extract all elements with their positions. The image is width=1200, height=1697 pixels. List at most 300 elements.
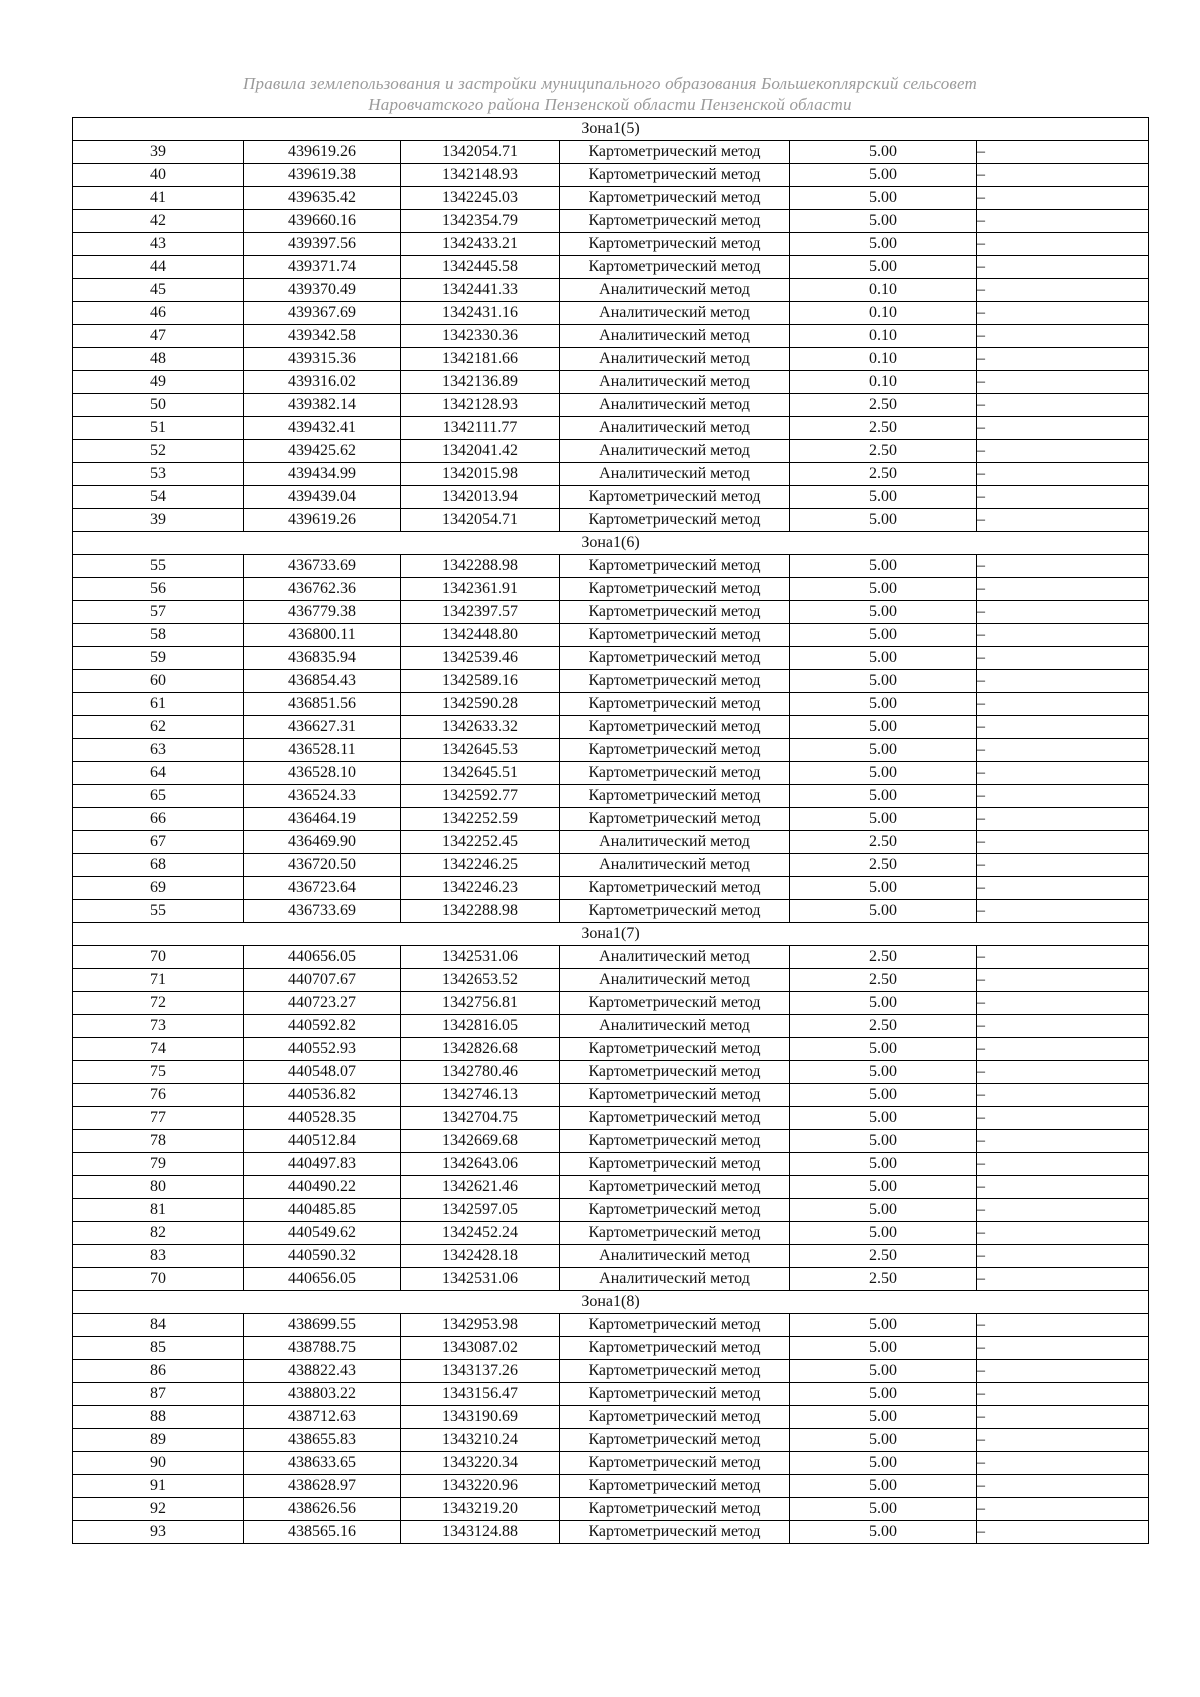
accuracy-cell: 5.00 [790,1061,977,1084]
coordinate-y-cell: 1342539.46 [401,647,560,670]
description-cell: – [977,624,1149,647]
coordinate-y-cell: 1342288.98 [401,555,560,578]
determination-method-cell: Аналитический метод [560,854,790,877]
point-number-cell: 64 [73,762,244,785]
coordinate-y-cell: 1342669.68 [401,1130,560,1153]
coordinate-x-cell: 438655.83 [244,1429,401,1452]
description-cell: – [977,463,1149,486]
coordinate-x-cell: 439619.26 [244,509,401,532]
coordinate-y-cell: 1342015.98 [401,463,560,486]
table-row [73,762,1149,785]
point-number-cell: 59 [73,647,244,670]
determination-method-cell: Картометрический метод [560,1406,790,1429]
description-cell: – [977,555,1149,578]
table-row [73,1475,1149,1498]
accuracy-cell: 5.00 [790,1475,977,1498]
description-cell: – [977,969,1149,992]
table-row [73,302,1149,325]
description-cell: – [977,394,1149,417]
table-row [73,233,1149,256]
point-number-cell: 89 [73,1429,244,1452]
determination-method-cell: Аналитический метод [560,394,790,417]
zone-header-row [73,532,1149,555]
coordinate-x-cell: 438803.22 [244,1383,401,1406]
description-cell: – [977,1084,1149,1107]
coordinate-y-cell: 1342643.06 [401,1153,560,1176]
coordinate-y-cell: 1342428.18 [401,1245,560,1268]
description-cell: – [977,854,1149,877]
coordinate-x-cell: 440552.93 [244,1038,401,1061]
point-number-cell: 47 [73,325,244,348]
zone-header-row [73,1291,1149,1314]
table-row [73,348,1149,371]
coordinate-x-cell: 439371.74 [244,256,401,279]
point-number-cell: 70 [73,946,244,969]
coordinate-y-cell: 1342645.53 [401,739,560,762]
point-number-cell: 39 [73,141,244,164]
point-number-cell: 86 [73,1360,244,1383]
point-number-cell: 79 [73,1153,244,1176]
description-cell: – [977,1107,1149,1130]
description-cell: – [977,1268,1149,1291]
accuracy-cell: 2.50 [790,831,977,854]
determination-method-cell: Картометрический метод [560,1176,790,1199]
description-cell: – [977,877,1149,900]
coordinate-y-cell: 1342361.91 [401,578,560,601]
coordinate-x-cell: 438699.55 [244,1314,401,1337]
coordinate-y-cell: 1342433.21 [401,233,560,256]
accuracy-cell: 5.00 [790,601,977,624]
description-cell: – [977,946,1149,969]
determination-method-cell: Аналитический метод [560,969,790,992]
description-cell: – [977,256,1149,279]
accuracy-cell: 5.00 [790,1360,977,1383]
accuracy-cell: 5.00 [790,647,977,670]
determination-method-cell: Картометрический метод [560,1452,790,1475]
description-cell: – [977,762,1149,785]
point-number-cell: 65 [73,785,244,808]
table-row [73,463,1149,486]
determination-method-cell: Картометрический метод [560,1130,790,1153]
zone-title: Зона1(5) [73,118,1149,141]
coordinate-x-cell: 439342.58 [244,325,401,348]
description-cell: – [977,1521,1149,1544]
description-cell: – [977,1245,1149,1268]
coordinate-y-cell: 1343137.26 [401,1360,560,1383]
determination-method-cell: Аналитический метод [560,279,790,302]
table-row [73,969,1149,992]
determination-method-cell: Картометрический метод [560,1498,790,1521]
table-row [73,371,1149,394]
coordinate-y-cell: 1342448.80 [401,624,560,647]
zone-header-row [73,923,1149,946]
point-number-cell: 60 [73,670,244,693]
coordinate-x-cell: 440707.67 [244,969,401,992]
coordinate-y-cell: 1342136.89 [401,371,560,394]
coordinate-y-cell: 1342645.51 [401,762,560,785]
coordinate-y-cell: 1342354.79 [401,210,560,233]
table-row [73,1521,1149,1544]
point-number-cell: 82 [73,1222,244,1245]
table-row [73,739,1149,762]
description-cell: – [977,1360,1149,1383]
point-number-cell: 52 [73,440,244,463]
description-cell: – [977,739,1149,762]
coordinate-y-cell: 1342953.98 [401,1314,560,1337]
determination-method-cell: Картометрический метод [560,739,790,762]
table-row [73,1429,1149,1452]
point-number-cell: 71 [73,969,244,992]
point-number-cell: 63 [73,739,244,762]
table-row [73,141,1149,164]
point-number-cell: 55 [73,555,244,578]
description-cell: – [977,1130,1149,1153]
table-row [73,670,1149,693]
description-cell: – [977,1199,1149,1222]
determination-method-cell: Картометрический метод [560,1199,790,1222]
coordinate-x-cell: 436528.10 [244,762,401,785]
coordinate-y-cell: 1342252.45 [401,831,560,854]
accuracy-cell: 5.00 [790,900,977,923]
accuracy-cell: 5.00 [790,1107,977,1130]
accuracy-cell: 5.00 [790,808,977,831]
coordinate-y-cell: 1343156.47 [401,1383,560,1406]
description-cell: – [977,325,1149,348]
coordinate-y-cell: 1343220.34 [401,1452,560,1475]
coordinate-x-cell: 436720.50 [244,854,401,877]
description-cell: – [977,831,1149,854]
coordinate-x-cell: 436851.56 [244,693,401,716]
accuracy-cell: 5.00 [790,1498,977,1521]
determination-method-cell: Картометрический метод [560,509,790,532]
coordinate-x-cell: 439619.38 [244,164,401,187]
coordinate-x-cell: 440656.05 [244,1268,401,1291]
coordinate-x-cell: 438712.63 [244,1406,401,1429]
coordinate-x-cell: 436528.11 [244,739,401,762]
table-row [73,1153,1149,1176]
coordinate-y-cell: 1342330.36 [401,325,560,348]
coordinate-x-cell: 436469.90 [244,831,401,854]
table-row [73,187,1149,210]
accuracy-cell: 5.00 [790,187,977,210]
accuracy-cell: 2.50 [790,394,977,417]
determination-method-cell: Картометрический метод [560,486,790,509]
determination-method-cell: Картометрический метод [560,1521,790,1544]
description-cell: – [977,1038,1149,1061]
description-cell: – [977,578,1149,601]
coordinate-y-cell: 1342041.42 [401,440,560,463]
description-cell: – [977,509,1149,532]
point-number-cell: 48 [73,348,244,371]
coordinate-y-cell: 1342621.46 [401,1176,560,1199]
determination-method-cell: Картометрический метод [560,1429,790,1452]
determination-method-cell: Аналитический метод [560,325,790,348]
coordinate-y-cell: 1342054.71 [401,141,560,164]
coordinate-x-cell: 438788.75 [244,1337,401,1360]
point-number-cell: 56 [73,578,244,601]
coordinate-x-cell: 440536.82 [244,1084,401,1107]
table-row [73,854,1149,877]
description-cell: – [977,1337,1149,1360]
table-row [73,1337,1149,1360]
determination-method-cell: Картометрический метод [560,1475,790,1498]
accuracy-cell: 0.10 [790,325,977,348]
point-number-cell: 75 [73,1061,244,1084]
coordinate-y-cell: 1342590.28 [401,693,560,716]
coordinate-y-cell: 1342148.93 [401,164,560,187]
zone-header-row [73,118,1149,141]
coordinate-y-cell: 1342181.66 [401,348,560,371]
accuracy-cell: 5.00 [790,877,977,900]
table-row [73,1314,1149,1337]
table-row [73,1199,1149,1222]
determination-method-cell: Картометрический метод [560,187,790,210]
description-cell: – [977,417,1149,440]
table-row [73,1268,1149,1291]
coordinate-y-cell: 1342013.94 [401,486,560,509]
accuracy-cell: 2.50 [790,1268,977,1291]
coordinate-x-cell: 440592.82 [244,1015,401,1038]
table-row [73,1360,1149,1383]
coordinate-y-cell: 1343190.69 [401,1406,560,1429]
accuracy-cell: 2.50 [790,417,977,440]
point-number-cell: 58 [73,624,244,647]
point-number-cell: 55 [73,900,244,923]
accuracy-cell: 5.00 [790,1406,977,1429]
description-cell: – [977,440,1149,463]
accuracy-cell: 5.00 [790,1383,977,1406]
coordinate-x-cell: 440485.85 [244,1199,401,1222]
determination-method-cell: Аналитический метод [560,302,790,325]
accuracy-cell: 5.00 [790,1429,977,1452]
point-number-cell: 39 [73,509,244,532]
header-line-2: Наровчатского района Пензенской области Пензенской области [368,95,852,114]
point-number-cell: 53 [73,463,244,486]
coordinate-x-cell: 436733.69 [244,555,401,578]
accuracy-cell: 5.00 [790,1222,977,1245]
accuracy-cell: 5.00 [790,693,977,716]
description-cell: – [977,1153,1149,1176]
coordinate-y-cell: 1342826.68 [401,1038,560,1061]
accuracy-cell: 2.50 [790,463,977,486]
table-row [73,693,1149,716]
accuracy-cell: 0.10 [790,302,977,325]
accuracy-cell: 0.10 [790,371,977,394]
determination-method-cell: Картометрический метод [560,1038,790,1061]
accuracy-cell: 5.00 [790,210,977,233]
table-row [73,1406,1149,1429]
table-row [73,647,1149,670]
table-row [73,900,1149,923]
coordinate-y-cell: 1342746.13 [401,1084,560,1107]
coordinate-x-cell: 440656.05 [244,946,401,969]
description-cell: – [977,210,1149,233]
coordinates-table-body [73,118,1149,1544]
point-number-cell: 85 [73,1337,244,1360]
description-cell: – [977,808,1149,831]
determination-method-cell: Аналитический метод [560,417,790,440]
point-number-cell: 93 [73,1521,244,1544]
determination-method-cell: Аналитический метод [560,1245,790,1268]
point-number-cell: 40 [73,164,244,187]
coordinate-y-cell: 1342128.93 [401,394,560,417]
coordinate-x-cell: 436835.94 [244,647,401,670]
description-cell: – [977,900,1149,923]
determination-method-cell: Картометрический метод [560,141,790,164]
determination-method-cell: Аналитический метод [560,463,790,486]
accuracy-cell: 5.00 [790,1153,977,1176]
coordinate-x-cell: 439439.04 [244,486,401,509]
table-row [73,1498,1149,1521]
determination-method-cell: Картометрический метод [560,1084,790,1107]
point-number-cell: 80 [73,1176,244,1199]
table-row [73,601,1149,624]
accuracy-cell: 5.00 [790,1452,977,1475]
coordinate-x-cell: 439367.69 [244,302,401,325]
point-number-cell: 70 [73,1268,244,1291]
coordinate-x-cell: 439432.41 [244,417,401,440]
accuracy-cell: 2.50 [790,969,977,992]
accuracy-cell: 5.00 [790,762,977,785]
description-cell: – [977,1475,1149,1498]
coordinate-x-cell: 440512.84 [244,1130,401,1153]
description-cell: – [977,486,1149,509]
table-row [73,440,1149,463]
coordinate-y-cell: 1342111.77 [401,417,560,440]
determination-method-cell: Аналитический метод [560,1015,790,1038]
accuracy-cell: 5.00 [790,233,977,256]
coordinate-x-cell: 436733.69 [244,900,401,923]
table-row [73,279,1149,302]
determination-method-cell: Картометрический метод [560,164,790,187]
description-cell: – [977,1176,1149,1199]
accuracy-cell: 5.00 [790,1130,977,1153]
accuracy-cell: 5.00 [790,716,977,739]
coordinate-y-cell: 1342054.71 [401,509,560,532]
coordinate-x-cell: 439397.56 [244,233,401,256]
description-cell: – [977,233,1149,256]
accuracy-cell: 5.00 [790,670,977,693]
coordinate-y-cell: 1342431.16 [401,302,560,325]
accuracy-cell: 5.00 [790,1314,977,1337]
accuracy-cell: 5.00 [790,1199,977,1222]
determination-method-cell: Аналитический метод [560,348,790,371]
description-cell: – [977,1314,1149,1337]
accuracy-cell: 2.50 [790,1245,977,1268]
coordinate-x-cell: 436723.64 [244,877,401,900]
coordinate-y-cell: 1342816.05 [401,1015,560,1038]
determination-method-cell: Аналитический метод [560,946,790,969]
zone-title: Зона1(6) [73,532,1149,555]
accuracy-cell: 5.00 [790,739,977,762]
point-number-cell: 69 [73,877,244,900]
coordinate-x-cell: 436762.36 [244,578,401,601]
coordinate-x-cell: 439434.99 [244,463,401,486]
point-number-cell: 51 [73,417,244,440]
coordinate-y-cell: 1342756.81 [401,992,560,1015]
description-cell: – [977,647,1149,670]
table-row [73,256,1149,279]
coordinate-x-cell: 440497.83 [244,1153,401,1176]
accuracy-cell: 5.00 [790,1176,977,1199]
table-row [73,1061,1149,1084]
accuracy-cell: 5.00 [790,578,977,601]
determination-method-cell: Картометрический метод [560,808,790,831]
table-row [73,1107,1149,1130]
coordinate-y-cell: 1342531.06 [401,946,560,969]
coordinate-y-cell: 1342245.03 [401,187,560,210]
point-number-cell: 54 [73,486,244,509]
accuracy-cell: 5.00 [790,256,977,279]
description-cell: – [977,141,1149,164]
accuracy-cell: 0.10 [790,348,977,371]
point-number-cell: 42 [73,210,244,233]
accuracy-cell: 5.00 [790,486,977,509]
table-row [73,509,1149,532]
description-cell: – [977,1429,1149,1452]
point-number-cell: 45 [73,279,244,302]
determination-method-cell: Картометрический метод [560,670,790,693]
coordinate-x-cell: 439635.42 [244,187,401,210]
coordinate-x-cell: 439425.62 [244,440,401,463]
table-row [73,417,1149,440]
table-row [73,785,1149,808]
point-number-cell: 41 [73,187,244,210]
determination-method-cell: Картометрический метод [560,233,790,256]
determination-method-cell: Картометрический метод [560,647,790,670]
determination-method-cell: Аналитический метод [560,371,790,394]
coordinate-y-cell: 1342288.98 [401,900,560,923]
description-cell: – [977,1222,1149,1245]
description-cell: – [977,601,1149,624]
coordinate-x-cell: 439370.49 [244,279,401,302]
coordinate-y-cell: 1343087.02 [401,1337,560,1360]
table-row [73,808,1149,831]
table-row [73,1130,1149,1153]
coordinate-x-cell: 438565.16 [244,1521,401,1544]
table-row [73,210,1149,233]
point-number-cell: 88 [73,1406,244,1429]
coordinate-y-cell: 1342452.24 [401,1222,560,1245]
table-row [73,578,1149,601]
table-row [73,831,1149,854]
coordinates-table [72,117,1149,1544]
description-cell: – [977,1498,1149,1521]
table-row [73,394,1149,417]
coordinate-x-cell: 436854.43 [244,670,401,693]
coordinate-x-cell: 436524.33 [244,785,401,808]
determination-method-cell: Картометрический метод [560,992,790,1015]
page-header [72,73,1148,115]
coordinate-y-cell: 1343219.20 [401,1498,560,1521]
coordinate-x-cell: 439660.16 [244,210,401,233]
determination-method-cell: Картометрический метод [560,762,790,785]
coordinate-x-cell: 438626.56 [244,1498,401,1521]
description-cell: – [977,1061,1149,1084]
determination-method-cell: Картометрический метод [560,1314,790,1337]
coordinate-x-cell: 439315.36 [244,348,401,371]
coordinate-y-cell: 1342780.46 [401,1061,560,1084]
accuracy-cell: 5.00 [790,164,977,187]
coordinate-y-cell: 1342445.58 [401,256,560,279]
accuracy-cell: 5.00 [790,785,977,808]
accuracy-cell: 5.00 [790,509,977,532]
description-cell: – [977,1383,1149,1406]
accuracy-cell: 5.00 [790,1084,977,1107]
table-row [73,716,1149,739]
coordinate-x-cell: 438822.43 [244,1360,401,1383]
coordinate-y-cell: 1342589.16 [401,670,560,693]
